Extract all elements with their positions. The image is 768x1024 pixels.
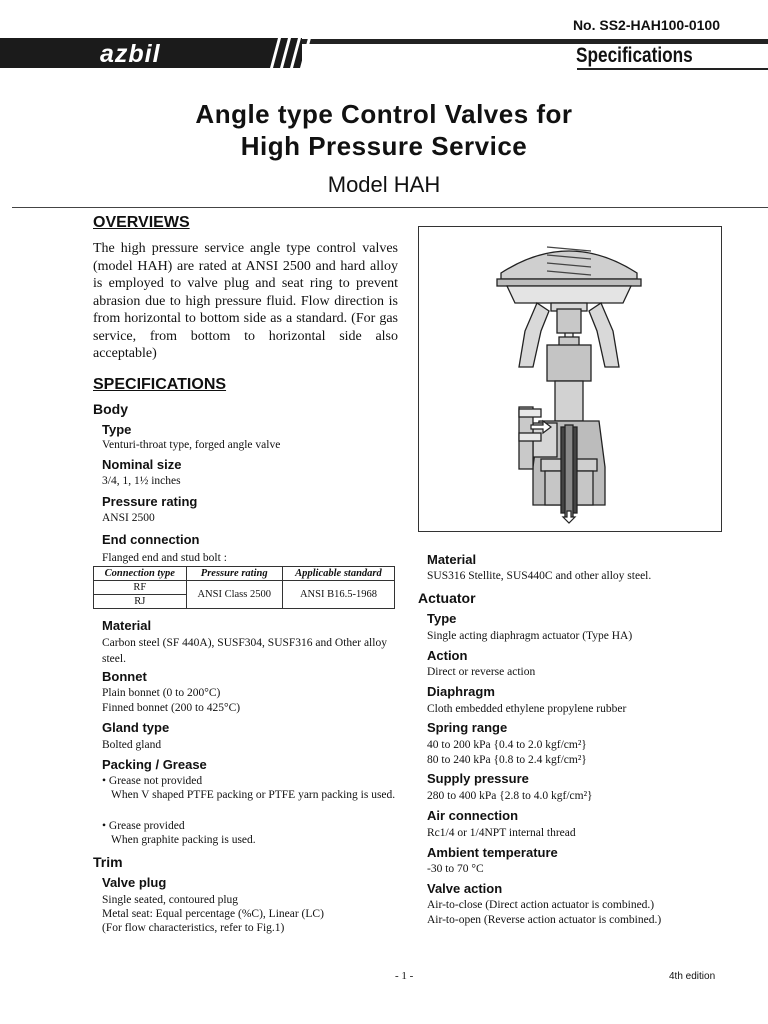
valve-action-label: Valve action bbox=[427, 881, 503, 896]
bonnet-label: Bonnet bbox=[102, 669, 147, 684]
spring-range-label: Spring range bbox=[427, 720, 508, 735]
page-number: - 1 - bbox=[395, 970, 414, 982]
title-line-1: Angle type Control Valves for bbox=[195, 99, 573, 129]
table-cell: ANSI B16.5-1968 bbox=[282, 581, 394, 609]
diaphragm-label: Diaphragm bbox=[427, 684, 495, 699]
trim-heading: Trim bbox=[93, 854, 123, 870]
angle-valve-drawing bbox=[419, 227, 721, 531]
table-cell: RF bbox=[94, 581, 187, 595]
bonnet-line-1: Plain bonnet (0 to 200°C) bbox=[102, 687, 221, 699]
nominal-size-label: Nominal size bbox=[102, 457, 182, 472]
table-header: Applicable standard bbox=[282, 567, 394, 581]
supply-pressure-value: 280 to 400 kPa {2.8 to 4.0 kgf/cm²} bbox=[427, 790, 593, 802]
packing-bullet-1: • Grease not provided bbox=[102, 775, 203, 787]
pressure-rating-label: Pressure rating bbox=[102, 494, 198, 509]
packing-bullet-1-detail: When V shaped PTFE packing or PTFE yarn packing is used. bbox=[111, 789, 396, 801]
body-material-value: Carbon steel (SF 440A), SUSF304, SUSF316 and Other alloy steel. bbox=[102, 637, 387, 665]
bonnet-line-2: Finned bonnet (200 to 425°C) bbox=[102, 702, 241, 714]
air-connection-value: Rc1/4 or 1/4NPT internal thread bbox=[427, 827, 576, 839]
valve-illustration bbox=[418, 226, 722, 532]
valve-plug-line-2: Metal seat: Equal percentage (%C), Linear (LC) bbox=[102, 908, 324, 920]
header-rule bbox=[290, 39, 768, 44]
action-label: Action bbox=[427, 648, 468, 663]
end-connection-table bbox=[93, 566, 395, 609]
table-cell: RJ bbox=[94, 595, 187, 609]
valve-plug-line-1: Single seated, contoured plug bbox=[102, 894, 239, 906]
overviews-heading: OVERVIEWS bbox=[93, 214, 190, 231]
trim-material-value: SUS316 Stellite, SUS440C and other alloy steel. bbox=[427, 570, 652, 582]
supply-pressure-label: Supply pressure bbox=[427, 771, 529, 786]
nominal-size-value: 3/4, 1, 1½ inches bbox=[102, 475, 181, 487]
packing-bullet-2: • Grease provided bbox=[102, 820, 185, 832]
air-connection-label: Air connection bbox=[427, 808, 519, 823]
spring-range-line-1: 40 to 200 kPa {0.4 to 2.0 kgf/cm²} bbox=[427, 739, 587, 751]
specifications-tab-label: Specifications bbox=[576, 44, 693, 67]
packing-bullet-2-detail: When graphite packing is used. bbox=[111, 834, 256, 846]
gland-type-label: Gland type bbox=[102, 720, 170, 735]
document-number: No. SS2-HAH100-0100 bbox=[572, 17, 720, 33]
action-value: Direct or reverse action bbox=[427, 666, 536, 678]
spring-range-line-2: 80 to 240 kPa {0.8 to 2.4 kgf/cm²} bbox=[427, 754, 587, 766]
valve-plug-line-3: (For flow characteristics, refer to Fig.1) bbox=[102, 922, 285, 934]
body-material-label: Material bbox=[102, 618, 152, 633]
gland-type-value: Bolted gland bbox=[102, 739, 162, 751]
azbil-logo: azbil bbox=[100, 40, 161, 68]
body-type-label: Type bbox=[102, 422, 132, 437]
specifications-heading: SPECIFICATIONS bbox=[93, 376, 227, 393]
body-type-value: Venturi-throat type, forged angle valve bbox=[102, 439, 281, 451]
diaphragm-value: Cloth embedded ethylene propylene rubber bbox=[427, 703, 627, 715]
table-header: Connection type bbox=[94, 567, 187, 581]
table-header: Pressure rating bbox=[186, 567, 282, 581]
ambient-temperature-value: -30 to 70 °C bbox=[427, 863, 484, 875]
end-connection-label: End connection bbox=[102, 532, 200, 547]
model-name: Model HAH bbox=[327, 172, 441, 197]
trim-material-label: Material bbox=[427, 552, 477, 567]
overviews-text: The high pressure service angle type control valves (model HAH) are rated at ANSI 2500 and hard alloy is employed to valve plug and seat ring to prevent abrasion due to high pressure fluid. Flow direction is from horizontal to bottom side as a standard. (For gas service, from bottom to horizontal side also acceptable) bbox=[93, 241, 398, 361]
valve-action-line-2: Air-to-open (Reverse action actuator is combined.) bbox=[427, 914, 662, 926]
table-row bbox=[94, 581, 395, 595]
ambient-temperature-label: Ambient temperature bbox=[427, 845, 558, 860]
actuator-heading: Actuator bbox=[418, 590, 476, 606]
actuator-type-label: Type bbox=[427, 611, 457, 626]
table-cell: ANSI Class 2500 bbox=[186, 581, 282, 609]
table-header-row bbox=[94, 567, 395, 581]
header-stripes bbox=[262, 38, 317, 68]
tab-underline bbox=[577, 68, 768, 70]
valve-plug-label: Valve plug bbox=[102, 875, 167, 890]
end-connection-value: Flanged end and stud bolt : bbox=[102, 552, 227, 564]
packing-label: Packing / Grease bbox=[102, 757, 207, 772]
body-heading: Body bbox=[93, 401, 128, 417]
valve-action-line-1: Air-to-close (Direct action actuator is combined.) bbox=[427, 899, 655, 911]
title-rule bbox=[12, 207, 768, 208]
title-line-2: High Pressure Service bbox=[240, 131, 528, 161]
pressure-rating-value: ANSI 2500 bbox=[102, 512, 155, 524]
edition-label: 4th edition bbox=[669, 971, 716, 982]
actuator-type-value: Single acting diaphragm actuator (Type HA) bbox=[427, 630, 633, 642]
